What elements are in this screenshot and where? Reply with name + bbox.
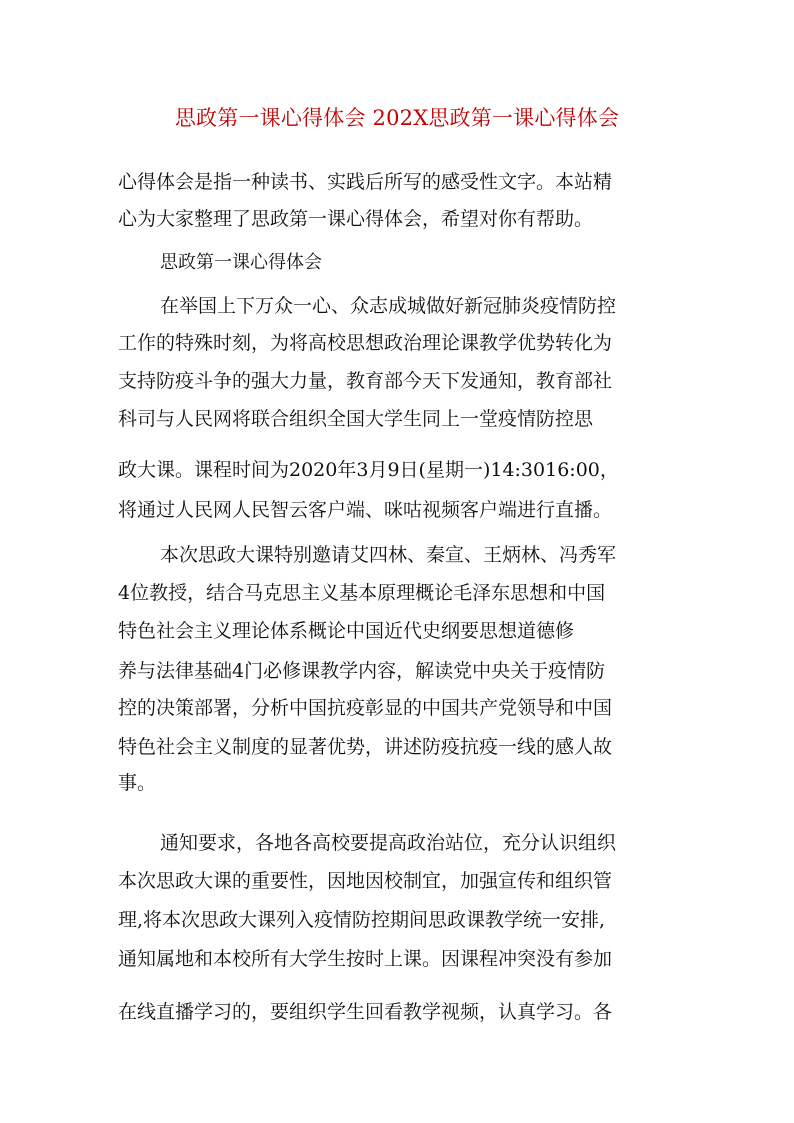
paragraph-line: 将通过人民网人民智云客户端、咪咕视频客户端进行直播。 [118, 499, 613, 521]
paragraph-line: 政大课。课程时间为2020年3月9日(星期一)14:3016:00， [118, 459, 619, 481]
section-heading: 思政第一课心得体会 [160, 252, 322, 273]
paragraph-line: 控的决策部署，分析中国抗疫彰显的中国共产党领导和中国 [118, 697, 613, 719]
paragraph-line: 事。 [118, 772, 157, 794]
document-title: 思政第一课心得体会 202X思政第一课心得体会 [174, 106, 620, 130]
paragraph-line: 科司与人民网将联合组织全国大学生同上一堂疫情防控思 [118, 408, 594, 430]
paragraph-line: 特色社会主义理论体系概论中国近代史纲要思想道德修 [118, 620, 575, 642]
paragraph-line: 理,将本次思政大课列入疫情防控期间思政课教学统一安排, [118, 909, 606, 931]
paragraph-line: 心为大家整理了思政第一课心得体会，希望对你有帮助。 [118, 208, 594, 230]
paragraph-line: 支持防疫斗争的强大力量，教育部今天下发通知，教育部社 [118, 370, 613, 392]
paragraph-line: 通知要求，各地各高校要提高政治站位，充分认识组织 [160, 832, 617, 854]
paragraph-line: 心得体会是指一种读书、实践后所写的感受性文字。本站精 [118, 171, 613, 193]
paragraph-line: 本次思政大课特别邀请艾四林、秦宣、王炳林、冯秀军 [160, 544, 617, 566]
paragraph-line: 本次思政大课的重要性，因地因校制宜，加强宣传和组织管 [118, 870, 613, 892]
paragraph-line: 养与法律基础4门必修课教学内容，解读党中央关于疫情防 [118, 660, 606, 682]
paragraph-line: 通知属地和本校所有大学生按时上课。因课程冲突没有参加 [118, 948, 613, 970]
paragraph-line: 4位教授，结合马克思主义基本原理概论毛泽东思想和中国 [118, 582, 606, 604]
paragraph-line: 在举国上下万众一心、众志成城做好新冠肺炎疫情防控 [160, 295, 617, 317]
paragraph-line: 工作的特殊时刻，为将高校思想政治理论课教学优势转化为 [118, 332, 613, 354]
paragraph-line: 在线直播学习的，要组织学生回看教学视频，认真学习。各 [118, 1001, 613, 1023]
paragraph-line: 特色社会主义制度的显著优势，讲述防疫抗疫一线的感人故 [118, 736, 613, 758]
